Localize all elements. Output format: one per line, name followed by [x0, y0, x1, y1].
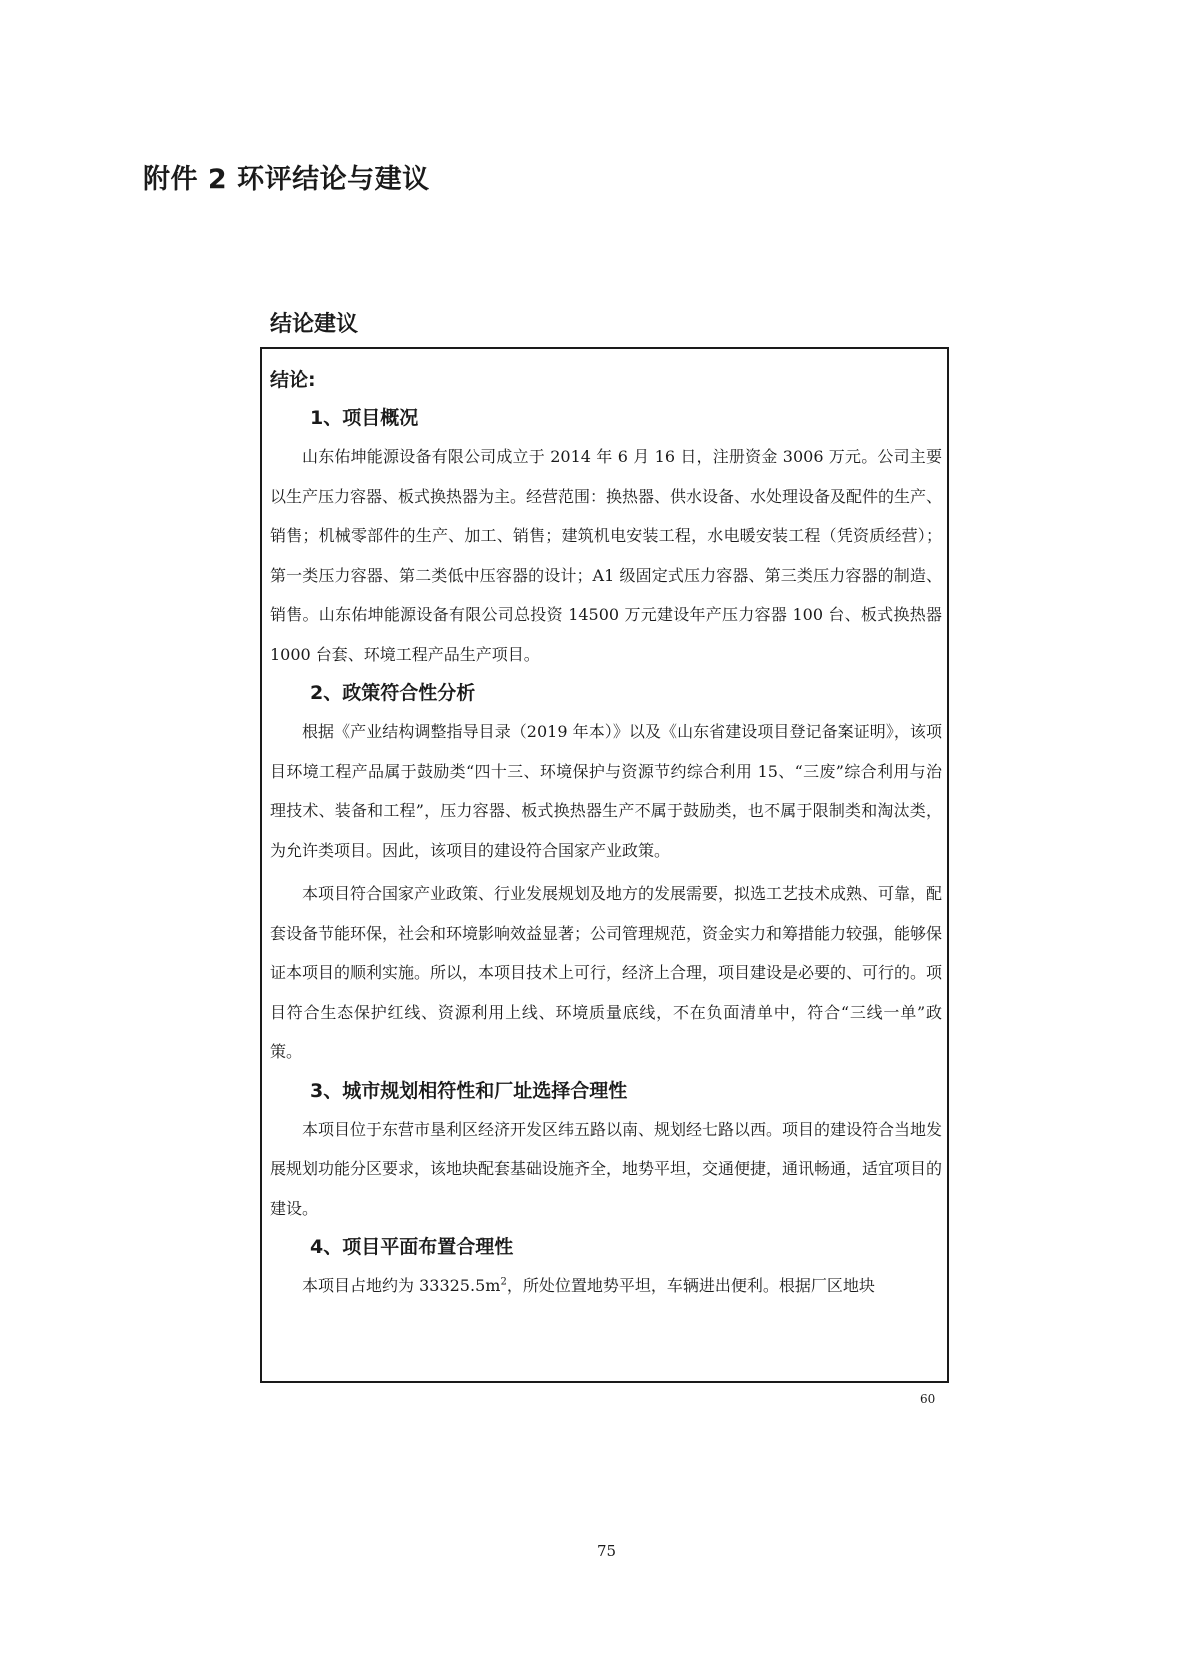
- heading-policy-analysis: 2、政策符合性分析: [310, 682, 476, 704]
- heading-urban-planning: 3、城市规划相符性和厂址选择合理性: [310, 1079, 628, 1102]
- conclusion-box: [260, 347, 949, 1383]
- inner-page-number: 60: [920, 1392, 936, 1406]
- paragraph-layout-rationality: [270, 1266, 942, 1306]
- section-title: 结论建议: [270, 312, 359, 337]
- conclusion-label: 结论:: [270, 369, 316, 391]
- page-number: 75: [597, 1542, 617, 1560]
- heading-layout-rationality: 4、项目平面布置合理性: [310, 1236, 514, 1258]
- area-unit-superscript: 2: [500, 1276, 507, 1288]
- paragraph-policy-analysis: 根据《产业结构调整指导目录（2019 年本）》以及《山东省建设项目登记备案证明》，该项目环境工程产品属于鼓励类“四十三、环境保护与资源节约综合利用 15、“三废”综合利用与治理技术、装备和工程”，压力容器、板式换热器生产不属于鼓励类，也不属于限制类和淘汰类，为允许类项目。因此，该项目的建设符合国家产业政策。: [270, 722, 942, 860]
- area-text: 本项目占地约为 33325.5m: [302, 1276, 501, 1295]
- conclusion-content: [270, 361, 942, 1306]
- heading-project-overview: 1、项目概况: [310, 407, 419, 429]
- paragraph-project-overview: 山东佑坤能源设备有限公司成立于 2014 年 6 月 16 日，注册资金 3006 万元。公司主要以生产压力容器、板式换热器为主。经营范围：换热器、供水设备、水处理设备及配件的生产、销售；机械零部件的生产、加工、销售；建筑机电安装工程，水电暖安装工程（凭资质经营）；第一类压力容器、第二类低中压容器的设计；A1 级固定式压力容器、第三类压力容器的制造、销售。山东佑坤能源设备有限公司总投资 14500 万元建设年产压力容器 100 台、板式换热器 1000 台套、环境工程产品生产项目。: [270, 447, 943, 664]
- paragraph-feasibility: 本项目符合国家产业政策、行业发展规划及地方的发展需要，拟选工艺技术成熟、可靠，配套设备节能环保，社会和环境影响效益显著；公司管理规范，资金实力和筹措能力较强，能够保证本项目的顺利实施。所以，本项目技术上可行，经济上合理，项目建设是必要的、可行的。项目符合生态保护红线、资源利用上线、环境质量底线，不在负面清单中，符合“三线一单”政策。: [270, 884, 943, 1061]
- paragraph-urban-planning: 本项目位于东营市垦利区经济开发区纬五路以南、规划经七路以西。项目的建设符合当地发展规划功能分区要求，该地块配套基础设施齐全，地势平坦，交通便捷，通讯畅通，适宜项目的建设。: [270, 1119, 943, 1218]
- attachment-title: 附件 2 环评结论与建议: [143, 164, 430, 195]
- area-text-continued: ，所处位置地势平坦，车辆进出便利。根据厂区地块: [506, 1276, 875, 1295]
